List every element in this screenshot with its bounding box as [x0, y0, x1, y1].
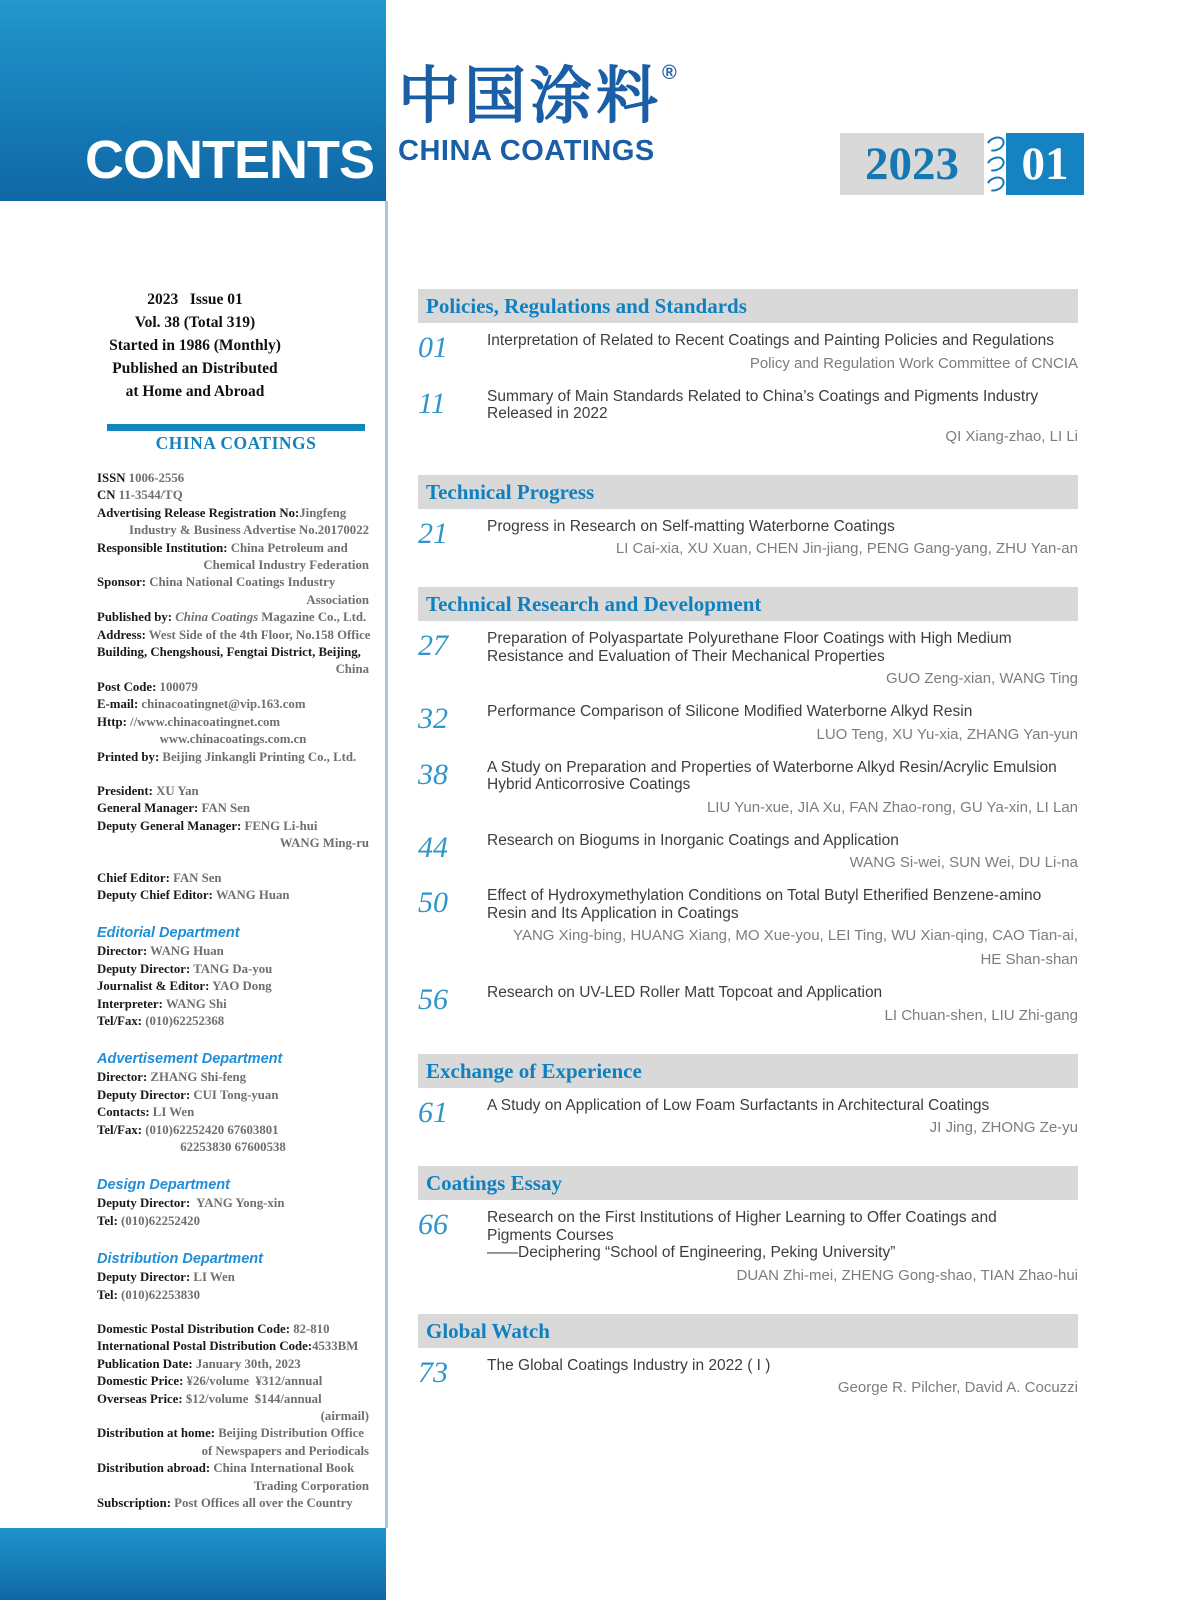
section-header: Technical Research and Development	[418, 587, 1078, 621]
sidebar-department-heading: Advertisement Department	[97, 1051, 283, 1068]
sidebar-info-line: 62253830 67600538	[180, 1140, 286, 1154]
article-authors: DUAN Zhi-mei, ZHENG Gong-shao, TIAN Zhao-hui	[736, 1266, 1078, 1284]
sidebar-info-line: WANG Ming-ru	[279, 836, 369, 851]
sidebar-info-line: Responsible Institution: China Petroleum and	[97, 540, 348, 555]
article-title-line: Released in 2022	[487, 405, 608, 422]
sidebar-info-line: (airmail)	[320, 1409, 369, 1424]
article-page-number: 32	[418, 702, 448, 735]
vertical-divider	[385, 201, 388, 1528]
article-page-number: 38	[418, 757, 448, 791]
sidebar-info-line: of Newspapers and Periodicals	[201, 1443, 369, 1458]
publication-info-block	[97, 470, 369, 1513]
table-of-contents	[418, 289, 1078, 1412]
article-entry	[418, 1209, 1078, 1286]
sidebar-info-line: Address: West Side of the 4th Floor, No.158 Office	[97, 627, 371, 642]
sidebar-info-line: Chief Editor: FAN Sen	[97, 870, 222, 885]
magazine-logo	[398, 62, 718, 168]
toc-section	[418, 289, 1078, 447]
article-body	[487, 984, 1078, 1026]
sidebar-info-line: Journalist & Editor: YAO Dong	[97, 979, 272, 994]
sidebar-department-heading: Design Department	[97, 1177, 230, 1194]
sidebar-info-line: Overseas Price: $12/volume $144/annual	[97, 1391, 322, 1406]
article-body	[487, 1209, 1078, 1286]
article-page-number: 44	[418, 830, 448, 864]
sidebar-info-line: ISSN 1006-2556	[97, 471, 185, 485]
sidebar-info-line: Interpreter: WANG Shi	[97, 996, 227, 1011]
sidebar-info-line: President: XU Yan	[97, 783, 199, 798]
issue-info-line: Published an Distributed	[112, 360, 278, 377]
logo-chinese-name	[398, 62, 718, 131]
article-page-number: 73	[418, 1355, 448, 1389]
toc-section	[418, 1314, 1078, 1399]
toc-section	[418, 1166, 1078, 1286]
sidebar-gap	[97, 853, 369, 870]
toc-section	[418, 587, 1078, 1026]
sidebar-gap	[97, 1304, 369, 1321]
article-page-number: 61	[418, 1095, 448, 1129]
sidebar-info-line: Deputy General Manager: FENG Li-hui	[97, 818, 318, 833]
article-entry	[418, 518, 1078, 560]
sidebar-gap	[97, 766, 369, 783]
binding-ring-icon	[984, 174, 1007, 195]
article-body	[487, 1357, 1078, 1399]
article-authors: GUO Zeng-xian, WANG Ting	[886, 670, 1078, 687]
article-entry	[418, 1357, 1078, 1399]
article-authors: WANG Si-wei, SUN Wei, DU Li-na	[849, 854, 1078, 871]
contents-title: CONTENTS	[85, 130, 374, 190]
article-title-line: A Study on Preparation and Properties of Waterborne Alkyd Resin/Acrylic Emulsion	[487, 758, 1057, 776]
sidebar-info-line: Industry & Business Advertise No.20170022	[129, 523, 369, 538]
sidebar-info-line: Trading Corporation	[253, 1478, 369, 1493]
sidebar-gap	[97, 1230, 369, 1247]
sidebar-info-line: E-mail: chinacoatingnet@vip.163.com	[97, 697, 306, 712]
sidebar-gap	[97, 1030, 369, 1047]
masthead-rule	[107, 424, 365, 431]
issue-info-line: Started in 1986 (Monthly)	[109, 337, 281, 354]
sidebar-department-heading: Editorial Department	[97, 925, 240, 942]
article-body	[487, 887, 1078, 970]
sidebar-info-line: Tel/Fax: (010)62252420 67603801	[97, 1122, 279, 1137]
article-body	[487, 332, 1078, 374]
sidebar-info-line: Post Code: 100079	[97, 679, 198, 694]
article-entry	[418, 703, 1078, 745]
article-title-line: The Global Coatings Industry in 2022 ( I )	[487, 1356, 771, 1374]
sidebar-info-line: Contacts: LI Wen	[97, 1105, 195, 1120]
article-title-line: Research on the First Institutions of Higher Learning to Offer Coatings and	[487, 1209, 997, 1226]
section-header: Policies, Regulations and Standards	[418, 289, 1078, 323]
article-title-line: Resistance and Evaluation of Their Mechanical Properties	[487, 647, 885, 665]
issue-info-line: Vol. 38 (Total 319)	[134, 314, 256, 331]
sidebar-info-line: Deputy Director: YANG Yong-xin	[97, 1196, 285, 1211]
section-header: Exchange of Experience	[418, 1054, 1078, 1088]
toc-section	[418, 1054, 1078, 1139]
article-page-number: 21	[418, 516, 448, 550]
article-authors: HE Shan-shan	[980, 951, 1078, 968]
article-page-number: 01	[418, 331, 448, 364]
article-authors: QI Xiang-zhao, LI Li	[945, 427, 1078, 445]
binding-ring-icon	[984, 154, 1007, 175]
article-body	[487, 759, 1078, 818]
sidebar-info-line: Deputy Chief Editor: WANG Huan	[97, 887, 290, 902]
article-entry	[418, 759, 1078, 818]
article-authors: LUO Teng, XU Yu-xia, ZHANG Yan-yun	[816, 725, 1078, 743]
sidebar-info-line: Sponsor: China National Coatings Industry	[97, 575, 336, 590]
logo-english-name: CHINA COATINGS	[398, 135, 655, 168]
section-header: Technical Progress	[418, 475, 1078, 509]
issue-number: 01	[1006, 133, 1084, 195]
article-title-line: Summary of Main Standards Related to China’s Coatings and Pigments Industry	[487, 387, 1039, 405]
article-authors: YANG Xing-bing, HUANG Xiang, MO Xue-you, LEI Ting, WU Xian-qing, CAO Tian-ai,	[513, 927, 1078, 944]
article-page-number: 27	[418, 629, 448, 662]
article-authors: Policy and Regulation Work Committee of CNCIA	[749, 354, 1078, 372]
article-authors: LI Cai-xia, XU Xuan, CHEN Jin-jiang, PENG Gang-yang, ZHU Yan-an	[615, 540, 1078, 557]
sidebar-info-line: Domestic Price: ¥26/volume ¥312/annual	[97, 1374, 323, 1389]
contents-header-box	[0, 0, 386, 201]
sidebar-info-line: Distribution abroad: China International Book	[97, 1461, 355, 1476]
masthead-title: CHINA COATINGS	[155, 433, 317, 453]
sidebar-info-line: Chemical Industry Federation	[203, 558, 369, 573]
sidebar-info-line: www.chinacoatings.com.cn	[159, 732, 307, 747]
article-entry	[418, 332, 1078, 374]
logo-chinese-text: 中国涂料	[398, 62, 663, 131]
article-title-line: Hybrid Anticorrosive Coatings	[487, 776, 691, 793]
issue-year: 2023	[840, 133, 984, 195]
article-title-line: Pigments Courses	[487, 1226, 614, 1244]
article-body	[487, 388, 1078, 447]
article-title-line: Resin and Its Application in Coatings	[487, 904, 739, 922]
article-page-number: 66	[418, 1208, 448, 1241]
sidebar-info-line: Publication Date: January 30th, 2023	[97, 1356, 301, 1371]
article-title-line: Interpretation of Related to Recent Coatings and Painting Policies and Regulations	[487, 332, 1054, 349]
registered-trademark-symbol: ®	[662, 62, 677, 84]
sidebar-info-line: Deputy Director: LI Wen	[97, 1270, 235, 1285]
section-header: Global Watch	[418, 1314, 1078, 1348]
sidebar-info-line: Published by: China Coatings Magazine Co., Ltd.	[97, 610, 367, 625]
article-authors: LI Chuan-shen, LIU Zhi-gang	[884, 1006, 1078, 1024]
article-title-line: Performance Comparison of Silicone Modified Waterborne Alkyd Resin	[487, 703, 973, 720]
sidebar-info-line: Domestic Postal Distribution Code: 82-810	[97, 1322, 330, 1337]
section-header: Coatings Essay	[418, 1166, 1078, 1200]
article-body	[487, 518, 1078, 560]
sidebar-department-heading: Distribution Department	[97, 1251, 263, 1268]
sidebar-info-line: Director: WANG Huan	[97, 944, 224, 959]
sidebar-info-line: Association	[306, 592, 369, 607]
sidebar-gap	[97, 904, 369, 921]
article-entry	[418, 630, 1078, 689]
article-title-line: Research on Biogums in Inorganic Coatings and Application	[487, 831, 899, 849]
sidebar-info-line: General Manager: FAN Sen	[97, 801, 250, 816]
article-body	[487, 832, 1078, 874]
article-body	[487, 1097, 1078, 1139]
article-title-line: Research on UV-LED Roller Matt Topcoat and Application	[487, 984, 883, 1001]
article-body	[487, 703, 1078, 745]
article-entry	[418, 388, 1078, 447]
article-entry	[418, 887, 1078, 970]
article-body	[487, 630, 1078, 689]
article-title-line: Effect of Hydroxymethylation Conditions on Total Butyl Etherified Benzene-amino	[487, 887, 1042, 904]
sidebar-gap	[97, 1156, 369, 1173]
sidebar-info-line: Advertising Release Registration No:Jingfeng	[97, 505, 347, 520]
sidebar-info-line: Tel/Fax: (010)62252368	[97, 1013, 225, 1028]
sidebar-info-line: International Postal Distribution Code:4533BM	[97, 1339, 359, 1354]
article-authors: George R. Pilcher, David A. Cocuzzi	[837, 1379, 1078, 1396]
article-title-line: ——Deciphering “School of Engineering, Peking University”	[487, 1244, 896, 1261]
toc-section	[418, 475, 1078, 560]
article-title-line: Preparation of Polyaspartate Polyurethane Floor Coatings with High Medium	[487, 630, 1012, 647]
article-authors: JI Jing, ZHONG Ze-yu	[929, 1119, 1078, 1136]
issue-badge	[840, 133, 1084, 195]
footer-blue-box	[0, 1528, 386, 1600]
issue-info-block	[60, 288, 330, 403]
sidebar-info-line: Distribution at home: Beijing Distribution Office	[97, 1426, 364, 1441]
article-entry	[418, 1097, 1078, 1139]
sidebar-info-line: CN 11-3544/TQ	[97, 488, 183, 503]
article-entry	[418, 832, 1078, 874]
article-title-line: Progress in Research on Self-matting Waterborne Coatings	[487, 517, 895, 535]
sidebar-info-line: Deputy Director: CUI Tong-yuan	[97, 1087, 279, 1102]
spiral-binding-icon	[984, 133, 1006, 195]
article-authors: LIU Yun-xue, JIA Xu, FAN Zhao-rong, GU Ya-xin, LI Lan	[706, 798, 1078, 816]
article-page-number: 11	[418, 386, 446, 420]
sidebar-info-line: Tel: (010)62253830	[97, 1287, 200, 1302]
sidebar-info-line: Tel: (010)62252420	[97, 1213, 200, 1228]
sidebar-info-line: Building, Chengshousi, Fengtai District, Beijing,	[97, 645, 361, 660]
sidebar-info-line: Printed by: Beijing Jinkangli Printing Co., Ltd.	[97, 749, 357, 764]
issue-info-line: 2023 Issue 01	[147, 291, 243, 308]
article-page-number: 56	[418, 983, 448, 1016]
sidebar-info-line: Deputy Director: TANG Da-you	[97, 961, 273, 976]
sidebar-info-line: Subscription: Post Offices all over the Country	[97, 1496, 353, 1511]
sidebar-info-line: Director: ZHANG Shi-feng	[97, 1070, 247, 1085]
binding-ring-icon	[984, 134, 1007, 155]
issue-info-line: at Home and Abroad	[125, 383, 265, 400]
article-title-line: A Study on Application of Low Foam Surfactants in Architectural Coatings	[487, 1096, 990, 1114]
article-entry	[418, 984, 1078, 1026]
sidebar-info-line: Http: //www.chinacoatingnet.com	[97, 714, 281, 729]
article-page-number: 50	[418, 886, 448, 919]
sidebar-info-line: China	[335, 662, 369, 677]
